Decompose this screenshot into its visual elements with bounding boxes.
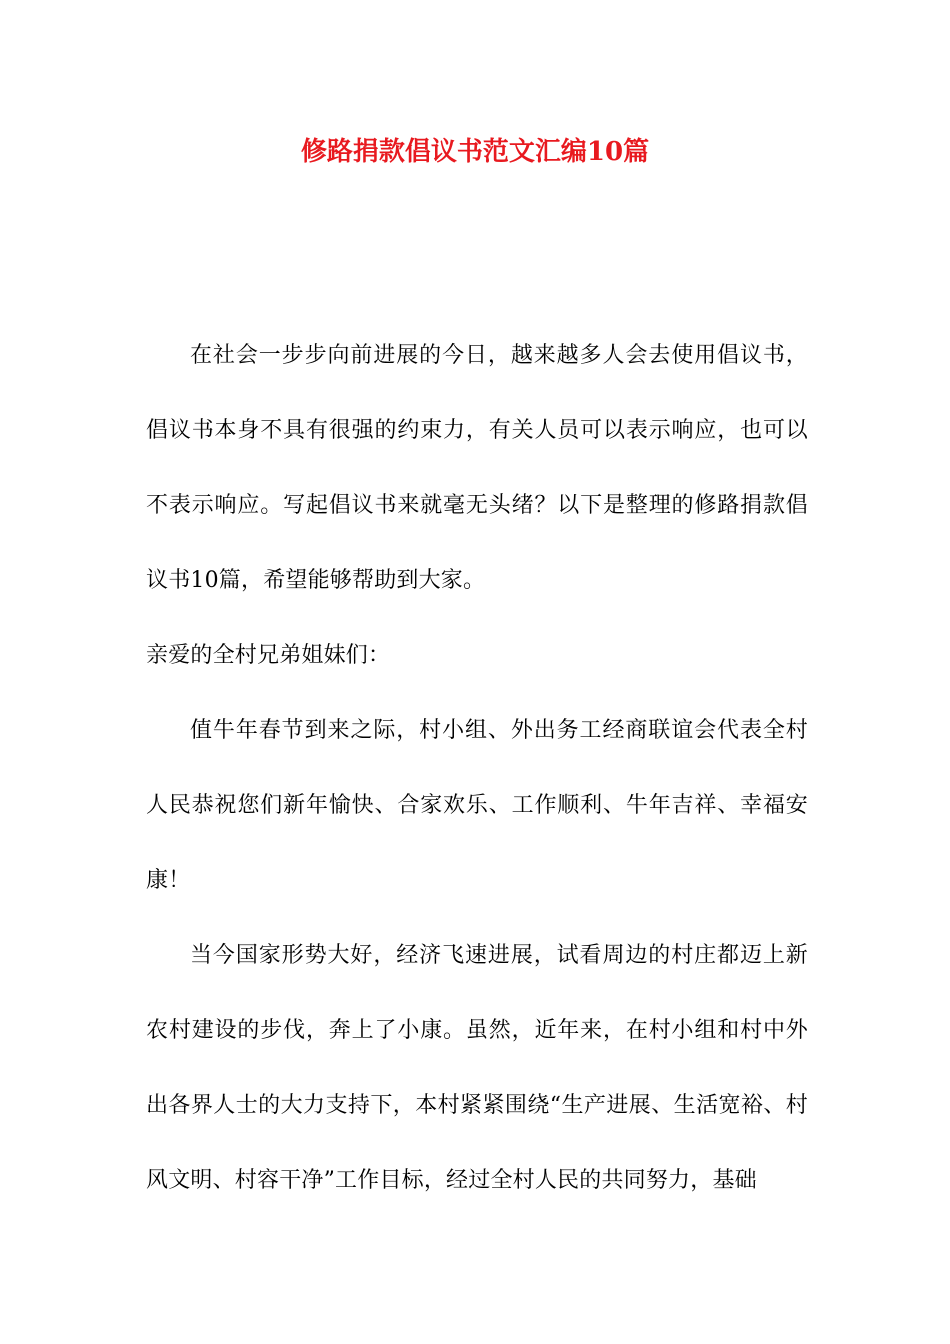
- intro-paragraph: 在社会一步步向前进展的今日，越来越多人会去使用倡议书，倡议书本身不具有很强的约束力，有关人员可以表示响应，也可以不表示响应。写起倡议书来就毫无头绪？以下是整理的修路捐款倡议书10篇，希望能够帮助到大家。: [146, 343, 808, 593]
- salutation: 亲爱的全村兄弟姐妹们：: [146, 643, 391, 668]
- document-title: 修路捐款倡议书范文汇编10篇: [300, 137, 650, 167]
- greeting-paragraph: 值牛年春节到来之际，村小组、外出务工经商联谊会代表全村人民恭祝您们新年愉快、合家欢乐、工作顺利、牛年吉祥、幸福安康！: [146, 718, 808, 893]
- document-body: [146, 318, 808, 1218]
- body-paragraph: 当今国家形势大好，经济飞速进展，试看周边的村庄都迈上新农村建设的步伐，奔上了小康。虽然，近年来，在村小组和村中外出各界人士的大力支持下，本村紧紧围绕“生产进展、生活宽裕、村风文明、村容干净”工作目标，经过全村人民的共同努力，基础: [146, 943, 808, 1193]
